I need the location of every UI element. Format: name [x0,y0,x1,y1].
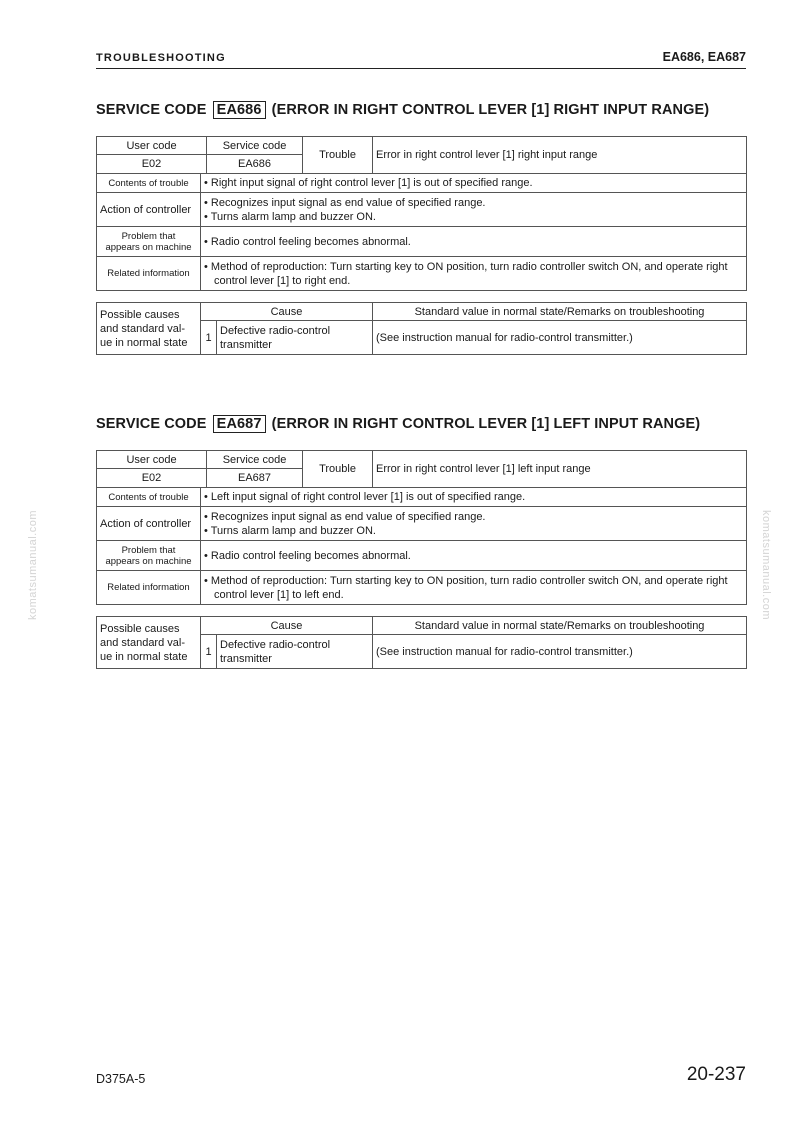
related-label: Related information [97,571,201,605]
cause-header: Cause [201,303,373,321]
contents-text: • Left input signal of right control lever [1] is out of specified range. [204,490,743,504]
service-code-box: EA686 [213,101,266,119]
section-title-ea686: SERVICE CODE EA686 (ERROR IN RIGHT CONTROL LEVER [1] RIGHT INPUT RANGE) [96,102,710,118]
cause-header: Cause [201,617,373,635]
service-code-value: EA686 [207,155,303,174]
remark-text: (See instruction manual for radio-control transmitter.) [373,635,747,669]
user-code-value: E02 [97,469,207,488]
info-table-ea686 [96,136,747,291]
watermark-right: komatsumanual.com [760,510,772,620]
problem-label: Problem that appears on machine [97,541,201,571]
action-label: Action of controller [97,193,201,227]
page-header-right: EA686, EA687 [662,50,746,64]
causes-table-ea687 [96,616,747,669]
remark-text: (See instruction manual for radio-control transmitter.) [373,321,747,355]
standard-header: Standard value in normal state/Remarks on troubleshooting [373,303,747,321]
watermark-left: komatsumanual.com [27,510,39,620]
footer-page-number: 20-237 [686,1064,746,1085]
causes-label: Possible causes and standard val- ue in normal state [97,303,201,355]
contents-label: Contents of trouble [97,174,201,193]
related-label: Related information [97,257,201,291]
trouble-label: Trouble [303,137,373,174]
cause-number: 1 [201,321,217,355]
user-code-label: User code [97,137,207,155]
footer-model: D375A-5 [96,1072,146,1086]
action-item: • Recognizes input signal as end value of specified range. [204,510,743,524]
cause-number: 1 [201,635,217,669]
problem-text: • Radio control feeling becomes abnormal. [204,235,743,249]
action-item: • Recognizes input signal as end value of specified range. [204,196,743,210]
related-text: • Method of reproduction: Turn starting key to ON position, turn radio controller switch ON, and operate right control lever [1] to left end. [204,574,743,602]
trouble-text: Error in right control lever [1] left input range [373,451,747,488]
action-label: Action of controller [97,507,201,541]
contents-text: • Right input signal of right control lever [1] is out of specified range. [204,176,743,190]
header-rule [96,68,746,69]
cause-text: Defective radio-control transmitter [217,321,373,355]
trouble-label: Trouble [303,451,373,488]
causes-table-ea686 [96,302,747,355]
contents-label: Contents of trouble [97,488,201,507]
service-code-label: Service code [207,137,303,155]
info-table-ea687 [96,450,747,605]
problem-text: • Radio control feeling becomes abnormal. [204,549,743,563]
service-code-box: EA687 [213,415,266,433]
causes-label: Possible causes and standard val- ue in normal state [97,617,201,669]
action-item: • Turns alarm lamp and buzzer ON. [204,210,743,224]
service-code-value: EA687 [207,469,303,488]
user-code-value: E02 [97,155,207,174]
user-code-label: User code [97,451,207,469]
problem-label: Problem that appears on machine [97,227,201,257]
service-code-label: Service code [207,451,303,469]
cause-text: Defective radio-control transmitter [217,635,373,669]
standard-header: Standard value in normal state/Remarks on troubleshooting [373,617,747,635]
related-text: • Method of reproduction: Turn starting key to ON position, turn radio controller switch ON, and operate right control lever [1] to right end. [204,260,743,288]
trouble-text: Error in right control lever [1] right input range [373,137,747,174]
page-header-left: TROUBLESHOOTING [96,52,226,64]
section-title-ea687: SERVICE CODE EA687 (ERROR IN RIGHT CONTROL LEVER [1] LEFT INPUT RANGE) [96,416,701,432]
action-item: • Turns alarm lamp and buzzer ON. [204,524,743,538]
